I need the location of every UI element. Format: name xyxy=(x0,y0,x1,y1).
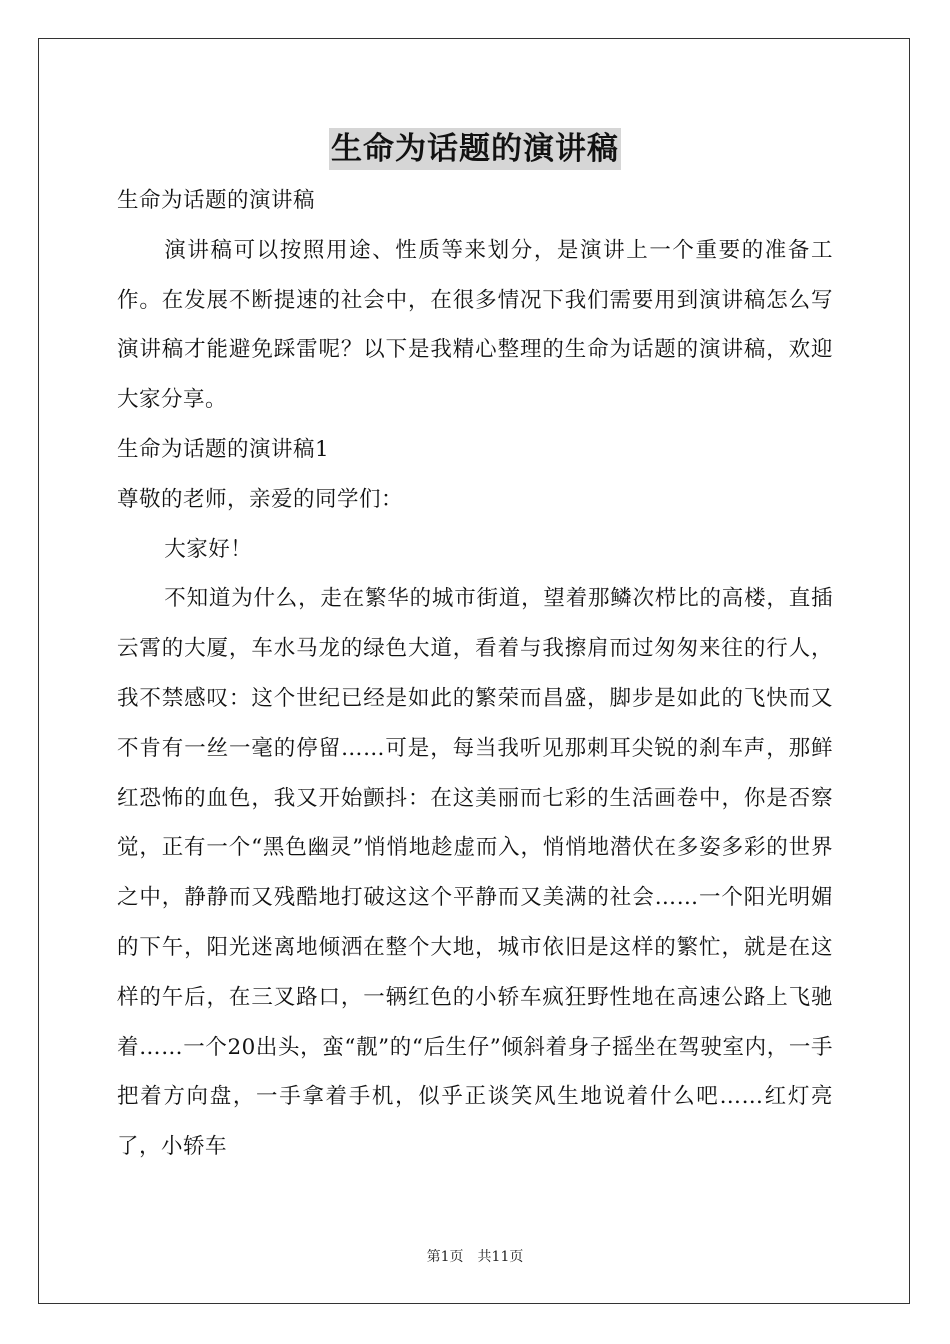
page-footer xyxy=(0,1246,950,1266)
intro-paragraph: 演讲稿可以按照用途、性质等来划分，是演讲上一个重要的准备工作。在发展不断提速的社会中，在很多情况下我们需要用到演讲稿怎么写演讲稿才能避免踩雷呢？以下是我精心整理的生命为话题的演讲稿，欢迎大家分享。 xyxy=(117,237,833,413)
page-total: 共11页 xyxy=(477,1249,524,1265)
page-number: 第1页 xyxy=(426,1249,464,1265)
body-paragraph: 不知道为什么，走在繁华的城市街道，望着那鳞次栉比的高楼，直插云霄的大厦，车水马龙的绿色大道，看着与我擦肩而过匆匆来往的行人，我不禁感叹：这个世纪已经是如此的繁荣而昌盛，脚步是如此的飞快而又不肯有一丝一毫的停留……可是，每当我听见那刺耳尖锐的刹车声，那鲜红恐怖的血色，我又开始颤抖：在这美丽而七彩的生活画卷中，你是否察觉，正有一个“黑色幽灵”悄悄地趁虚而入，悄悄地潜伏在多姿多彩的世界之中，静静而又残酷地打破这这个平静而又美满的社会……一个阳光明媚的下午，阳光迷离地倾洒在整个大地，城市依旧是这样的繁忙，就是在这样的午后，在三叉路口，一辆红色的小轿车疯狂野性地在高速公路上飞驰着……一个20出头，蛮“靓”的“后生仔”倾斜着身子摇坐在驾驶室内，一手把着方向盘，一手拿着手机，似乎正谈笑风生地说着什么吧……红灯亮了，小轿车 xyxy=(117,586,833,1160)
document-title: 生命为话题的演讲稿 xyxy=(329,128,621,170)
document-body xyxy=(117,176,833,1172)
section-heading: 生命为话题的演讲稿1 xyxy=(117,436,330,462)
title-container xyxy=(0,128,950,170)
salutation: 尊敬的老师，亲爱的同学们： xyxy=(117,486,404,512)
greeting: 大家好！ xyxy=(164,536,253,562)
subtitle-line: 生命为话题的演讲稿 xyxy=(117,188,316,213)
